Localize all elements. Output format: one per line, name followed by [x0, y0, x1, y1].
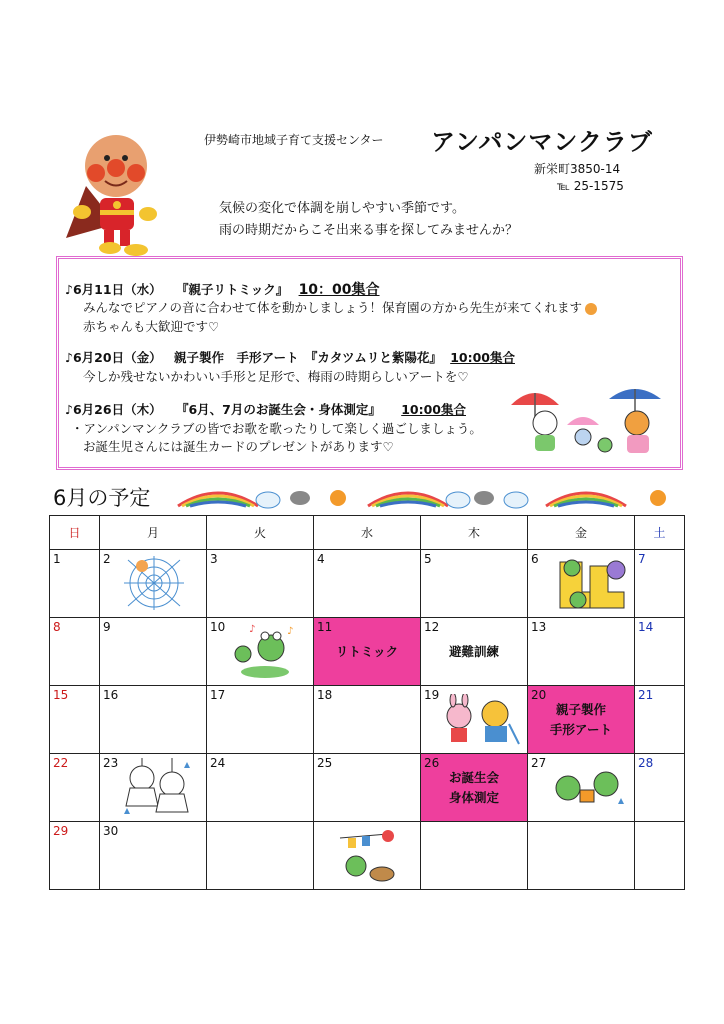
event-label: 身体測定 [448, 790, 499, 805]
calendar-day-cell [635, 754, 685, 822]
event-time: 10：00集合 [298, 282, 380, 298]
day-number: 25 [317, 756, 333, 770]
day-number: 10 [210, 620, 226, 634]
day-number: 4 [317, 552, 325, 566]
event-label: 親子製作 [555, 702, 606, 717]
calendar-day-cell-event [421, 618, 528, 686]
calendar-day-cell [100, 686, 207, 754]
calendar-day-cell [207, 754, 314, 822]
calendar-day-cell [100, 618, 207, 686]
frog-laundry-illustration [338, 826, 398, 890]
day-number: 30 [103, 824, 119, 838]
event-time: 10:00集合 [450, 350, 515, 365]
day-number: 13 [531, 620, 547, 634]
calendar-day-cell [528, 618, 635, 686]
day-number: 5 [424, 552, 432, 566]
calendar-day-cell [100, 550, 207, 618]
event-title: 『親子リトミック』 [175, 282, 289, 297]
weekday-thursday: 木 [421, 516, 528, 550]
anpanman-mascot-illustration [58, 126, 168, 256]
day-number: 29 [53, 824, 69, 838]
calendar-week-row [50, 686, 685, 754]
event-description-line: 赤ちゃんも大歓迎です♡ [83, 319, 220, 334]
calendar-day-cell [207, 822, 314, 890]
event-date: ♪6月11日（水） [65, 282, 162, 297]
day-number: 19 [424, 688, 440, 702]
calendar-day-cell [50, 550, 100, 618]
day-number: 24 [210, 756, 226, 770]
intro-line: 雨の時期だからこそ出来る事を探してみませんか？ [219, 223, 519, 238]
day-number: 14 [638, 620, 654, 634]
day-number: 16 [103, 688, 119, 702]
event-date: ♪6月26日（木） [65, 402, 162, 417]
event-label: お誕生会 [448, 770, 499, 785]
day-number: 12 [424, 620, 440, 634]
calendar-day-cell-event [528, 686, 635, 754]
day-number: 2 [103, 552, 111, 566]
svg-text:♪: ♪ [249, 624, 256, 635]
calendar-week-row [50, 550, 685, 618]
calendar-day-cell [50, 754, 100, 822]
calendar-day-cell [635, 618, 685, 686]
day-number: 15 [53, 688, 69, 702]
calendar-day-cell [314, 754, 421, 822]
calendar-day-cell [207, 686, 314, 754]
event-description-line: みんなでピアノの音に合わせて体を動かしましょう！保育園の方から先生が来てくれます [83, 298, 597, 316]
day-number: 23 [103, 756, 119, 770]
calendar-heading: 6月の予定 [53, 486, 151, 510]
telephone: ℡ 25-1575 [557, 179, 624, 193]
calendar-day-cell [314, 686, 421, 754]
calendar-day-cell [635, 686, 685, 754]
calendar-day-cell [528, 550, 635, 618]
day-number: 27 [531, 756, 547, 770]
calendar-day-cell [528, 754, 635, 822]
calendar-day-cell [207, 550, 314, 618]
center-name: 伊勢崎市地域子育て支援センター [204, 133, 384, 147]
frog-rainboots-illustration [546, 556, 630, 618]
day-number: 20 [531, 688, 547, 702]
calendar-week-row [50, 618, 685, 686]
event-description-line: お誕生児さんには誕生カードのプレゼントがあります♡ [83, 439, 394, 454]
day-number: 22 [53, 756, 69, 770]
day-number: 8 [53, 620, 61, 634]
day-number: 17 [210, 688, 226, 702]
event-date: ♪6月20日（金） [65, 350, 162, 365]
event-time: 10:00集合 [401, 402, 466, 417]
weekday-monday: 月 [100, 516, 207, 550]
weekday-sunday: 日 [50, 516, 100, 550]
event-heading [65, 348, 515, 366]
day-number: 18 [317, 688, 333, 702]
teru-teru-bozu-illustration [122, 758, 192, 822]
calendar-day-cell-event [421, 754, 528, 822]
calendar-day-cell [100, 822, 207, 890]
event-label: 避難訓練 [448, 644, 499, 659]
calendar-day-cell [314, 550, 421, 618]
rainbow-weather-border-decoration [176, 484, 671, 512]
weekday-tuesday: 火 [207, 516, 314, 550]
spiderweb-rain-illustration [122, 554, 186, 616]
event-title: 親子製作 手形アート 『カタツムリと紫陽花』 [173, 350, 442, 365]
event-notice-box [56, 256, 683, 470]
event-description-line: ・アンパンマンクラブの皆でお歌を歌ったりして楽しく過ごしましょう。 [71, 421, 482, 436]
umbrella-characters-illustration [505, 383, 665, 463]
frogs-gift-illustration [548, 760, 628, 820]
event-label: リトミック [335, 644, 399, 659]
day-number: 9 [103, 620, 111, 634]
calendar-day-cell [100, 754, 207, 822]
calendar-day-cell [421, 822, 528, 890]
day-number: 28 [638, 756, 654, 770]
calendar-day-cell [528, 822, 635, 890]
day-number: 11 [317, 620, 333, 634]
june-calendar [49, 515, 685, 890]
calendar-day-cell-event [314, 618, 421, 686]
address: 新栄町3850-14 [534, 162, 621, 176]
event-heading [65, 400, 466, 418]
calendar-day-cell [635, 822, 685, 890]
rainbow-icon [178, 493, 258, 506]
singing-frogs-illustration [229, 622, 299, 684]
calendar-day-cell [50, 618, 100, 686]
sun-flower-icon [585, 303, 597, 315]
weekday-wednesday: 水 [314, 516, 421, 550]
calendar-day-cell [50, 822, 100, 890]
calendar-day-cell [50, 686, 100, 754]
weekday-saturday: 土 [635, 516, 685, 550]
calendar-day-cell [207, 618, 314, 686]
weekday-header-row [50, 516, 685, 550]
calendar-day-cell [421, 550, 528, 618]
calendar-day-cell [635, 550, 685, 618]
event-label: 手形アート [549, 722, 613, 737]
day-number: 26 [424, 756, 440, 770]
club-name: アンパンマンクラブ [431, 128, 653, 156]
calendar-day-cell [421, 686, 528, 754]
intro-line: 気候の変化で体調を崩しやすい季節です。 [219, 201, 465, 216]
event-description-line: 今しか残せないかわいい手形と足形で、梅雨の時期らしいアートを♡ [83, 369, 469, 384]
calendar-week-row [50, 754, 685, 822]
day-number: 6 [531, 552, 539, 566]
event-heading [65, 279, 380, 299]
svg-text:♪: ♪ [287, 626, 294, 637]
day-number: 7 [638, 552, 646, 566]
bear-rabbit-rain-illustration [437, 694, 523, 752]
weekday-friday: 金 [528, 516, 635, 550]
event-title: 『6月、7月のお誕生会・身体測定』 [175, 402, 381, 417]
day-number: 1 [53, 552, 61, 566]
day-number: 3 [210, 552, 218, 566]
day-number: 21 [638, 688, 654, 702]
calendar-week-row [50, 822, 685, 890]
calendar-day-cell [314, 822, 421, 890]
